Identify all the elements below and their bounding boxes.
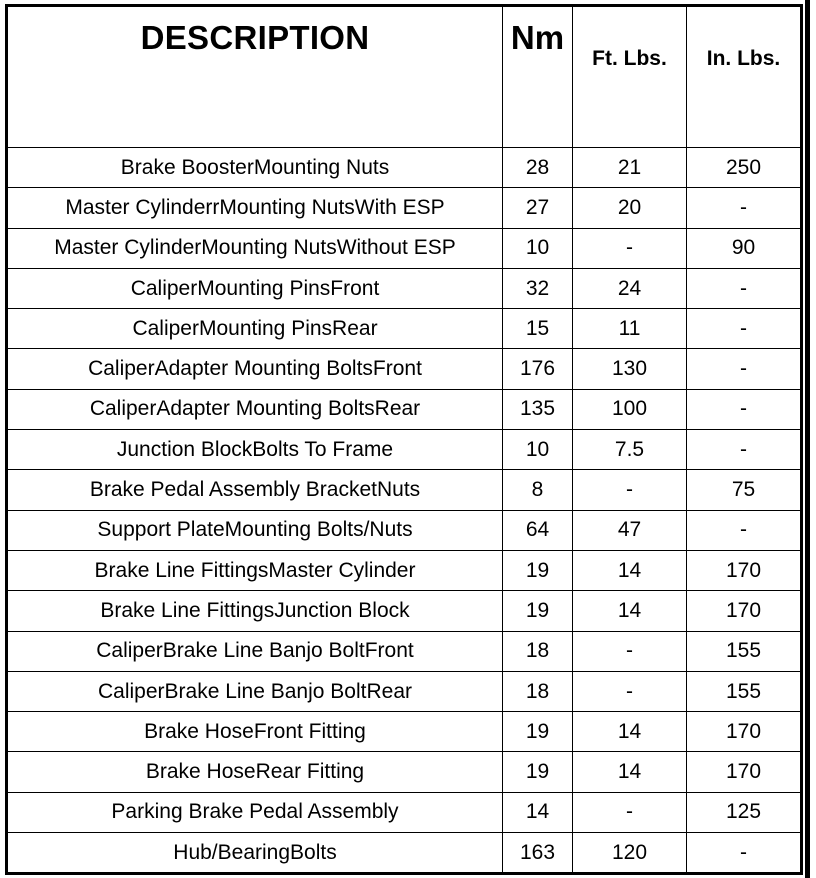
cell-ft-lbs: 24 xyxy=(573,268,687,308)
cell-nm: 28 xyxy=(503,148,573,188)
cell-nm: 15 xyxy=(503,309,573,349)
table-row xyxy=(7,470,802,510)
cell-ft-lbs: 14 xyxy=(573,550,687,590)
cell-in-lbs: - xyxy=(687,188,802,228)
table-row xyxy=(7,430,802,470)
cell-nm: 19 xyxy=(503,712,573,752)
cell-nm: 64 xyxy=(503,510,573,550)
cell-in-lbs: - xyxy=(687,833,802,874)
cell-description: Junction BlockBolts To Frame xyxy=(7,430,503,470)
header-ft-lbs: Ft. Lbs. xyxy=(573,6,687,148)
cell-ft-lbs: 130 xyxy=(573,349,687,389)
cell-description: Brake Pedal Assembly BracketNuts xyxy=(7,470,503,510)
cell-in-lbs: - xyxy=(687,349,802,389)
table-body xyxy=(7,148,802,874)
cell-nm: 14 xyxy=(503,792,573,832)
cell-nm: 18 xyxy=(503,631,573,671)
header-in-lbs: In. Lbs. xyxy=(687,6,802,148)
cell-ft-lbs: 120 xyxy=(573,833,687,874)
cell-description: Support PlateMounting Bolts/Nuts xyxy=(7,510,503,550)
cell-nm: 19 xyxy=(503,550,573,590)
cell-ft-lbs: - xyxy=(573,671,687,711)
table-row xyxy=(7,591,802,631)
cell-ft-lbs: - xyxy=(573,792,687,832)
table-row xyxy=(7,188,802,228)
header-description: DESCRIPTION xyxy=(7,6,503,148)
cell-nm: 27 xyxy=(503,188,573,228)
cell-in-lbs: 170 xyxy=(687,712,802,752)
cell-in-lbs: 170 xyxy=(687,591,802,631)
cell-description: Brake HoseRear Fitting xyxy=(7,752,503,792)
cell-in-lbs: 155 xyxy=(687,631,802,671)
cell-ft-lbs: - xyxy=(573,631,687,671)
cell-in-lbs: - xyxy=(687,389,802,429)
cell-ft-lbs: - xyxy=(573,470,687,510)
cell-description: CaliperMounting PinsRear xyxy=(7,309,503,349)
cell-in-lbs: 170 xyxy=(687,550,802,590)
cell-ft-lbs: 14 xyxy=(573,591,687,631)
cell-ft-lbs: 7.5 xyxy=(573,430,687,470)
cell-description: Master CylinderMounting NutsWithout ESP xyxy=(7,228,503,268)
cell-description: Brake Line FittingsMaster Cylinder xyxy=(7,550,503,590)
cell-description: Brake BoosterMounting Nuts xyxy=(7,148,503,188)
cell-description: CaliperMounting PinsFront xyxy=(7,268,503,308)
cell-description: Parking Brake Pedal Assembly xyxy=(7,792,503,832)
cell-description: Brake HoseFront Fitting xyxy=(7,712,503,752)
right-frame-border xyxy=(805,0,810,878)
cell-ft-lbs: - xyxy=(573,228,687,268)
cell-in-lbs: 125 xyxy=(687,792,802,832)
cell-in-lbs: 155 xyxy=(687,671,802,711)
table-header xyxy=(7,6,802,148)
table-row xyxy=(7,792,802,832)
cell-nm: 19 xyxy=(503,752,573,792)
cell-description: Brake Line FittingsJunction Block xyxy=(7,591,503,631)
cell-description: CaliperAdapter Mounting BoltsRear xyxy=(7,389,503,429)
cell-ft-lbs: 14 xyxy=(573,712,687,752)
cell-ft-lbs: 20 xyxy=(573,188,687,228)
cell-nm: 176 xyxy=(503,349,573,389)
cell-description: CaliperAdapter Mounting BoltsFront xyxy=(7,349,503,389)
cell-ft-lbs: 100 xyxy=(573,389,687,429)
cell-description: CaliperBrake Line Banjo BoltFront xyxy=(7,631,503,671)
table-row xyxy=(7,671,802,711)
cell-description: Master CylinderrMounting NutsWith ESP xyxy=(7,188,503,228)
cell-in-lbs: 170 xyxy=(687,752,802,792)
cell-ft-lbs: 14 xyxy=(573,752,687,792)
table-row xyxy=(7,309,802,349)
cell-in-lbs: - xyxy=(687,309,802,349)
cell-nm: 32 xyxy=(503,268,573,308)
cell-in-lbs: 250 xyxy=(687,148,802,188)
cell-ft-lbs: 11 xyxy=(573,309,687,349)
cell-in-lbs: - xyxy=(687,430,802,470)
cell-nm: 135 xyxy=(503,389,573,429)
cell-in-lbs: 75 xyxy=(687,470,802,510)
torque-spec-table xyxy=(5,4,803,875)
cell-description: CaliperBrake Line Banjo BoltRear xyxy=(7,671,503,711)
table-row xyxy=(7,148,802,188)
table-row xyxy=(7,631,802,671)
cell-in-lbs: - xyxy=(687,510,802,550)
table-row xyxy=(7,833,802,874)
cell-nm: 19 xyxy=(503,591,573,631)
table-row xyxy=(7,510,802,550)
table-row xyxy=(7,268,802,308)
cell-nm: 8 xyxy=(503,470,573,510)
table-row xyxy=(7,228,802,268)
cell-nm: 10 xyxy=(503,228,573,268)
header-nm: Nm xyxy=(503,6,573,148)
cell-description: Hub/BearingBolts xyxy=(7,833,503,874)
cell-nm: 163 xyxy=(503,833,573,874)
cell-in-lbs: 90 xyxy=(687,228,802,268)
cell-ft-lbs: 47 xyxy=(573,510,687,550)
cell-nm: 18 xyxy=(503,671,573,711)
table-row xyxy=(7,550,802,590)
table-row xyxy=(7,752,802,792)
table-row xyxy=(7,389,802,429)
cell-ft-lbs: 21 xyxy=(573,148,687,188)
cell-nm: 10 xyxy=(503,430,573,470)
cell-in-lbs: - xyxy=(687,268,802,308)
table-row xyxy=(7,712,802,752)
header-row xyxy=(7,6,802,148)
table-row xyxy=(7,349,802,389)
